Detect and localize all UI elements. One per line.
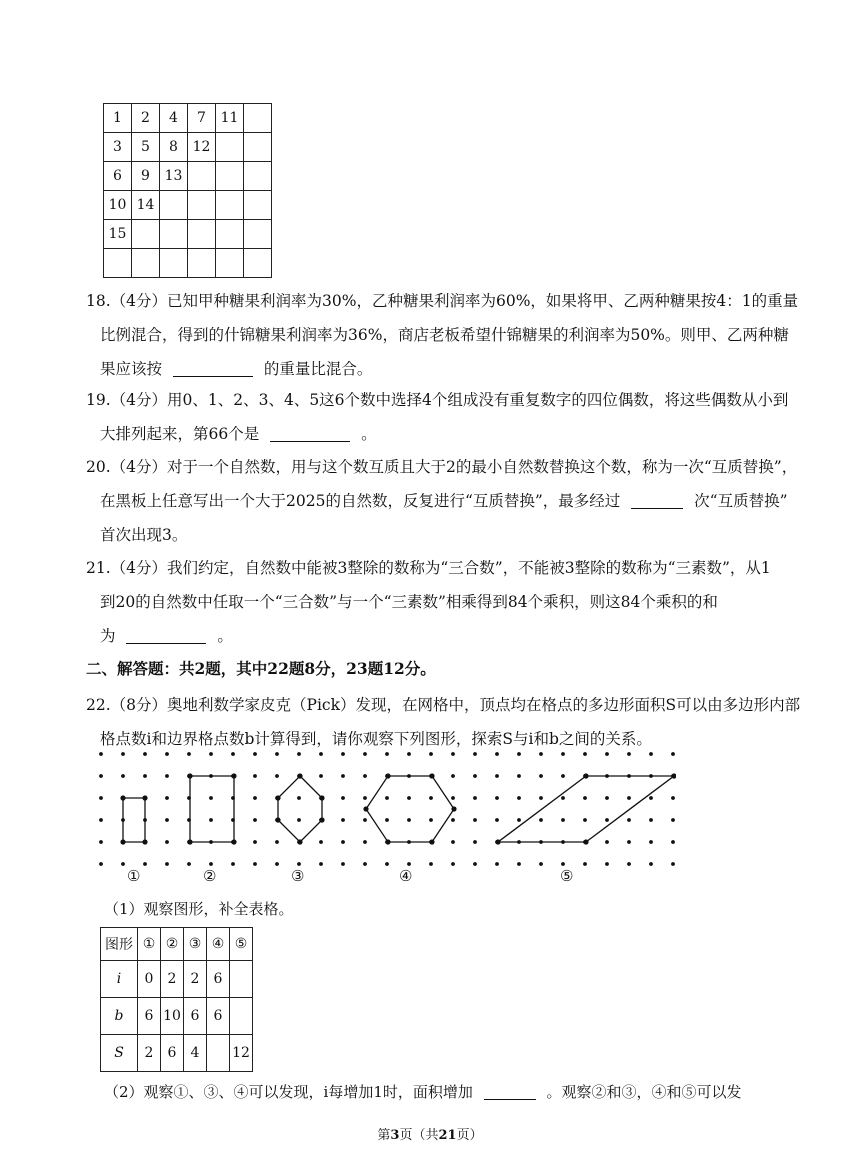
- lattice-dot: [671, 862, 675, 866]
- lattice-figure: [96, 748, 676, 868]
- shape-3-hexagon: [278, 776, 322, 842]
- lattice-dot: [561, 818, 565, 822]
- lattice-dot: [671, 818, 675, 822]
- lattice-dot: [121, 774, 125, 778]
- lattice-dot: [99, 840, 103, 844]
- lattice-dot: [517, 774, 521, 778]
- number-grid-cell: [104, 249, 132, 278]
- lattice-dot: [99, 796, 103, 800]
- lattice-dot: [253, 862, 257, 866]
- question-20: [86, 450, 798, 552]
- pick-table-cell: 12: [230, 1035, 253, 1072]
- pick-table-cell: [230, 998, 253, 1035]
- number-grid-cell: [188, 191, 216, 220]
- lattice-dot: [209, 796, 213, 800]
- question-21: [86, 551, 786, 653]
- lattice-dot: [319, 840, 323, 844]
- page-footer: [0, 1124, 860, 1143]
- lattice-dot: [451, 752, 455, 756]
- pick-table-cell: 4: [184, 1035, 207, 1072]
- number-grid-row: [104, 104, 272, 133]
- number-grid-cell: [216, 133, 244, 162]
- pick-table-row-label: i: [101, 961, 138, 998]
- lattice-dot: [341, 862, 345, 866]
- lattice-dot: [451, 796, 455, 800]
- question-18: [86, 284, 799, 386]
- lattice-dot: [319, 774, 323, 778]
- lattice-dot: [495, 862, 499, 866]
- lattice-dot: [99, 752, 103, 756]
- number-grid-row: [104, 220, 272, 249]
- lattice-dot: [209, 862, 213, 866]
- shape-2-rectangle: [190, 776, 234, 842]
- pick-table-row-label: S: [101, 1035, 138, 1072]
- pick-table-header-cell: ③: [184, 928, 207, 961]
- number-grid-cell: [160, 191, 188, 220]
- pick-table-row-label: b: [101, 998, 138, 1035]
- lattice-dot: [275, 840, 279, 844]
- lattice-dot: [627, 840, 631, 844]
- q21-answer-blank[interactable]: [126, 625, 206, 644]
- pick-table-row: [101, 1035, 253, 1072]
- q21-line-3: [86, 619, 786, 653]
- lattice-dot: [583, 796, 587, 800]
- lattice-dot: [121, 752, 125, 756]
- lattice-dot: [363, 752, 367, 756]
- number-grid-cell: 13: [160, 162, 188, 191]
- lattice-dot: [649, 796, 653, 800]
- lattice-dot: [627, 818, 631, 822]
- q20-answer-blank[interactable]: [631, 490, 683, 509]
- pick-table-cell: 2: [161, 961, 184, 998]
- lattice-dot: [495, 818, 499, 822]
- lattice-dot: [649, 840, 653, 844]
- lattice-dot: [363, 818, 367, 822]
- number-grid-cell: 1: [104, 104, 132, 133]
- lattice-dot: [517, 752, 521, 756]
- number-grid-cell: 2: [132, 104, 160, 133]
- lattice-dot: [187, 862, 191, 866]
- lattice-dot: [605, 818, 609, 822]
- lattice-dot: [495, 774, 499, 778]
- number-grid-cell: 15: [104, 220, 132, 249]
- lattice-dot: [583, 818, 587, 822]
- lattice-dot: [605, 796, 609, 800]
- lattice-dot: [253, 752, 257, 756]
- shape-1-rectangle: [123, 798, 145, 842]
- figure-label-1: ①: [127, 867, 141, 885]
- lattice-dot: [605, 862, 609, 866]
- lattice-dot: [99, 818, 103, 822]
- lattice-dot: [561, 774, 565, 778]
- pick-table-cell: [207, 1035, 230, 1072]
- lattice-dot: [473, 862, 477, 866]
- lattice-dot: [297, 796, 301, 800]
- lattice-dot: [627, 752, 631, 756]
- q21-line-2: 到20的自然数中任取一个“三合数”与一个“三素数”相乘得到84个乘积，则这84个乘积的和: [100, 593, 718, 611]
- q18-answer-blank[interactable]: [173, 358, 253, 377]
- lattice-dot: [429, 818, 433, 822]
- lattice-dot: [539, 796, 543, 800]
- q20-line-2: [86, 484, 786, 518]
- lattice-dot: [143, 862, 147, 866]
- lattice-dot: [517, 796, 521, 800]
- lattice-dot: [121, 862, 125, 866]
- lattice-dot: [561, 796, 565, 800]
- q21-line-3-before: 为: [100, 627, 116, 645]
- q22-line-1: 22.（8分）奥地利数学家皮克（Pick）发现，在网格中，顶点均在格点的多边形面积S可以由多边形内部: [86, 696, 801, 714]
- q20-line-3: 首次出现3。: [100, 526, 188, 544]
- lattice-dot: [253, 796, 257, 800]
- q20-line-2-after: 次“互质替换”: [694, 492, 788, 510]
- lattice-dot: [539, 862, 543, 866]
- q22-sub-2: [104, 1081, 741, 1102]
- q19-line-2-after: 。: [361, 425, 377, 443]
- lattice-dot: [407, 862, 411, 866]
- q21-line-1: 21.（4分）我们约定，自然数中能被3整除的数称为“三合数”，不能被3整除的数称为“三素数”，从1: [86, 559, 771, 577]
- pick-table-header-cell: ⑤: [230, 928, 253, 961]
- pick-table-header-row: [101, 928, 253, 961]
- number-grid-cell: [216, 220, 244, 249]
- number-grid-cell: [216, 191, 244, 220]
- footer-total-pages: 21: [438, 1128, 457, 1143]
- number-grid-row: [104, 133, 272, 162]
- lattice-dot: [363, 840, 367, 844]
- number-grid-cell: [188, 249, 216, 278]
- figure-label-2: ②: [203, 867, 217, 885]
- footer-middle: 页（共: [399, 1128, 439, 1143]
- number-grid-cell: [188, 220, 216, 249]
- number-grid-row: [104, 249, 272, 278]
- lattice-dot: [209, 818, 213, 822]
- lattice-dot: [165, 818, 169, 822]
- number-grid-cell: [160, 249, 188, 278]
- lattice-dot: [231, 862, 235, 866]
- lattice-dot: [539, 818, 543, 822]
- lattice-dot: [143, 752, 147, 756]
- q18-line-3-before: 果应该按: [100, 360, 163, 378]
- lattice-dot: [341, 796, 345, 800]
- lattice-dot: [99, 774, 103, 778]
- lattice-dot: [165, 752, 169, 756]
- q22-line-2: 格点数i和边界格点数b计算得到，请你观察下列图形，探索S与i和b之间的关系。: [100, 730, 652, 748]
- lattice-dot: [671, 840, 675, 844]
- q19-line-1: 19.（4分）用0、1、2、3、4、5这6个数中选择4个组成没有重复数字的四位偶数，将这些偶数从小到: [86, 391, 789, 409]
- lattice-dot: [385, 752, 389, 756]
- lattice-dot: [539, 752, 543, 756]
- lattice-dot: [341, 818, 345, 822]
- number-grid-cell: 4: [160, 104, 188, 133]
- lattice-dot: [407, 796, 411, 800]
- number-grid-cell: 8: [160, 133, 188, 162]
- lattice-dot: [473, 752, 477, 756]
- lattice-dot: [539, 774, 543, 778]
- lattice-dot: [649, 862, 653, 866]
- lattice-dot: [451, 862, 455, 866]
- lattice-dot: [165, 862, 169, 866]
- lattice-dot: [429, 862, 433, 866]
- pick-table-row: [101, 961, 253, 998]
- lattice-dot: [671, 796, 675, 800]
- lattice-dot: [627, 796, 631, 800]
- lattice-dot: [385, 818, 389, 822]
- lattice-dot: [253, 818, 257, 822]
- lattice-dot: [275, 752, 279, 756]
- lattice-dot: [231, 752, 235, 756]
- lattice-dot: [297, 752, 301, 756]
- q22-sub-2-after: 。观察②和③，④和⑤可以发: [546, 1083, 742, 1101]
- number-grid-cell: [244, 249, 272, 278]
- lattice-dot: [473, 818, 477, 822]
- number-grid-cell: 14: [132, 191, 160, 220]
- lattice-dot: [473, 840, 477, 844]
- number-grid-cell: 6: [104, 162, 132, 191]
- figure-label-4: ④: [399, 867, 413, 885]
- lattice-dot: [429, 796, 433, 800]
- pick-table: [100, 927, 253, 1072]
- number-grid-cell: [132, 220, 160, 249]
- pick-table-cell: 6: [161, 1035, 184, 1072]
- pick-table-row: [101, 998, 253, 1035]
- lattice-dot: [297, 818, 301, 822]
- q18-line-2: 比例混合，得到的什锦糖果利润率为36%，商店老板希望什锦糖果的利润率为50%。则甲、乙两种糖: [100, 326, 789, 344]
- lattice-dot: [473, 774, 477, 778]
- lattice-dot: [583, 862, 587, 866]
- lattice-dot: [407, 818, 411, 822]
- pick-table-header-cell: ①: [138, 928, 161, 961]
- q20-line-2-before: 在黑板上任意写出一个大于2025的自然数，反复进行“互质替换”，最多经过: [100, 492, 621, 510]
- number-grid-row: [104, 191, 272, 220]
- lattice-dot: [627, 862, 631, 866]
- pick-table-cell: 2: [138, 1035, 161, 1072]
- lattice-dot: [561, 862, 565, 866]
- pick-table-cell: 6: [207, 998, 230, 1035]
- number-grid-cell: 5: [132, 133, 160, 162]
- lattice-dot: [561, 752, 565, 756]
- pick-table-cell: 0: [138, 961, 161, 998]
- number-grid-cell: [188, 162, 216, 191]
- pick-table-header-cell: ④: [207, 928, 230, 961]
- number-grid-cell: 12: [188, 133, 216, 162]
- number-grid-cell: [132, 249, 160, 278]
- lattice-dot: [253, 840, 257, 844]
- lattice-dot: [517, 818, 521, 822]
- number-grid-cell: [216, 162, 244, 191]
- lattice-dot: [143, 774, 147, 778]
- lattice-dot: [363, 774, 367, 778]
- pick-table-header-cell: ②: [161, 928, 184, 961]
- figure-label-3: ③: [291, 867, 305, 885]
- lattice-dot: [165, 796, 169, 800]
- lattice-dot: [495, 752, 499, 756]
- lattice-dots: [99, 752, 675, 866]
- lattice-dot: [363, 862, 367, 866]
- q22-sub-2-blank[interactable]: [484, 1081, 536, 1100]
- section-2-title: 二、解答题：共2题，其中22题8分，23题12分。: [86, 659, 436, 678]
- lattice-dot: [495, 796, 499, 800]
- lattice-dot: [671, 752, 675, 756]
- lattice-dot: [473, 796, 477, 800]
- lattice-dot: [275, 862, 279, 866]
- footer-prefix: 第: [377, 1128, 391, 1143]
- lattice-dot: [319, 862, 323, 866]
- lattice-dot: [583, 752, 587, 756]
- lattice-dot: [451, 840, 455, 844]
- lattice-dot: [99, 862, 103, 866]
- number-grid-cell: [216, 249, 244, 278]
- lattice-dot: [451, 818, 455, 822]
- lattice-dot: [209, 752, 213, 756]
- number-grid-cell: 10: [104, 191, 132, 220]
- lattice-dot: [605, 752, 609, 756]
- lattice-dot: [297, 862, 301, 866]
- q22-sub-2-before: （2）观察①、③、④可以发现，i每增加1时，面积增加: [104, 1083, 473, 1101]
- lattice-dot: [363, 796, 367, 800]
- lattice-dot: [407, 752, 411, 756]
- number-grid-cell: [244, 191, 272, 220]
- number-grid-row: [104, 162, 272, 191]
- lattice-dot: [165, 840, 169, 844]
- number-grid-cell: 9: [132, 162, 160, 191]
- number-grid-cell: [244, 133, 272, 162]
- number-grid-cell: [160, 220, 188, 249]
- pick-table-header-cell: 图形: [101, 928, 138, 961]
- number-grid-cell: [244, 104, 272, 133]
- number-grid-cell: 11: [216, 104, 244, 133]
- lattice-dot: [165, 774, 169, 778]
- lattice-dot: [187, 752, 191, 756]
- lattice-dot: [605, 840, 609, 844]
- number-grid-cell: 7: [188, 104, 216, 133]
- lattice-dot: [319, 752, 323, 756]
- lattice-dot: [429, 752, 433, 756]
- shape-5-parallelogram: [498, 776, 674, 842]
- pick-table-cell: 6: [184, 998, 207, 1035]
- footer-suffix: 页）: [456, 1128, 483, 1143]
- lattice-dot: [341, 774, 345, 778]
- number-grid-cell: 3: [104, 133, 132, 162]
- lattice-dot: [275, 774, 279, 778]
- footer-page-number: 3: [390, 1128, 400, 1143]
- q18-line-3-after: 的重量比混合。: [263, 360, 373, 378]
- shape-4-hexagon: [366, 776, 454, 842]
- lattice-dot: [649, 752, 653, 756]
- number-grid-cell: [244, 220, 272, 249]
- figure-labels: [0, 867, 860, 889]
- number-grid-cell: [244, 162, 272, 191]
- pick-table-cell: 10: [161, 998, 184, 1035]
- q19-answer-blank[interactable]: [270, 423, 350, 442]
- q21-line-3-after: 。: [217, 627, 233, 645]
- question-19: [86, 383, 789, 451]
- q22-sub-1: （1）观察图形，补全表格。: [104, 900, 294, 918]
- number-grid: [103, 103, 272, 278]
- pick-table-cell: 6: [207, 961, 230, 998]
- lattice-dot: [341, 840, 345, 844]
- q20-line-1: 20.（4分）对于一个自然数，用与这个数互质且大于2的最小自然数替换这个数，称为一次“互质替换”，: [86, 458, 798, 476]
- lattice-dot: [341, 752, 345, 756]
- lattice-dot: [253, 774, 257, 778]
- pick-table-cell: 6: [138, 998, 161, 1035]
- q18-line-1: 18.（4分）已知甲种糖果利润率为30%，乙种糖果利润率为60%，如果将甲、乙两种糖果按4：1的重量: [86, 292, 799, 310]
- q19-line-2-before: 大排列起来，第66个是: [100, 425, 260, 443]
- pick-table-cell: [230, 961, 253, 998]
- figure-label-5: ⑤: [560, 867, 574, 885]
- lattice-dot: [451, 774, 455, 778]
- pick-table-cell: 2: [184, 961, 207, 998]
- lattice-dot: [385, 796, 389, 800]
- q19-line-2: [86, 417, 786, 451]
- lattice-dot: [649, 818, 653, 822]
- q18-line-3: [86, 352, 786, 386]
- question-22: [86, 688, 801, 756]
- lattice-dot: [385, 862, 389, 866]
- lattice-dot: [517, 862, 521, 866]
